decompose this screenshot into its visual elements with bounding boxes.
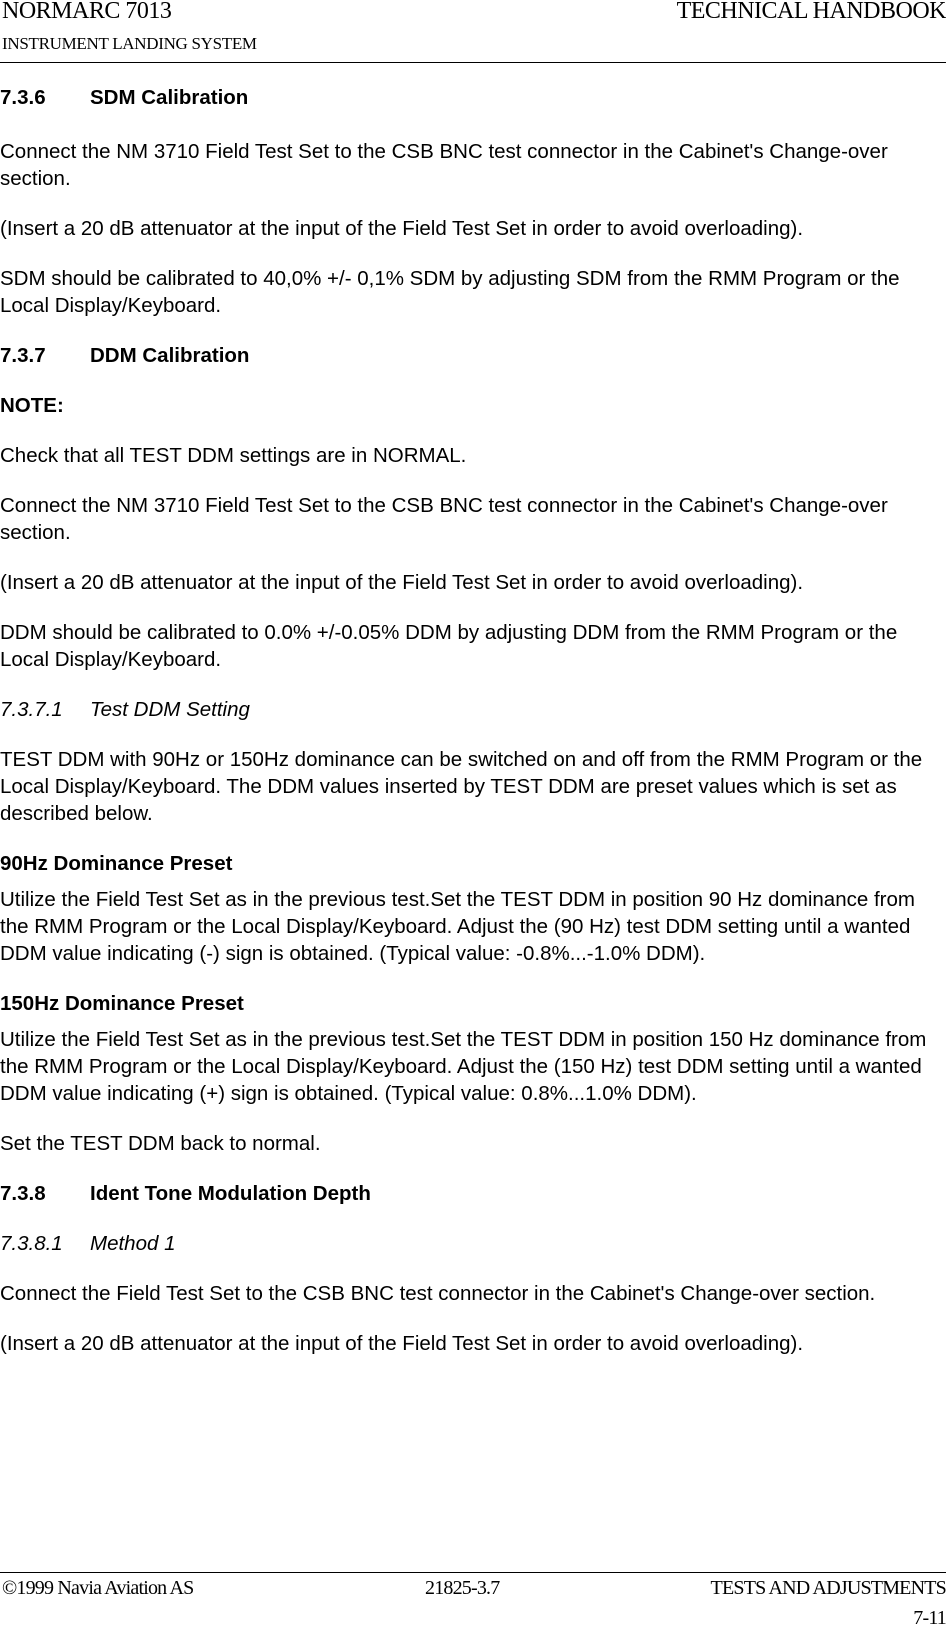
paragraph: Connect the Field Test Set to the CSB BNC test connector in the Cabinet's Change-over section. <box>0 1282 876 1305</box>
footer-chapter: TESTS AND ADJUSTMENTS <box>710 1577 946 1599</box>
paragraph: (Insert a 20 dB attenuator at the input of the Field Test Set in order to avoid overloading). <box>0 1332 804 1355</box>
paragraph: Connect the NM 3710 Field Test Set to the CSB BNC test connector in the Cabinet's Change-over section. <box>0 140 888 190</box>
footer-doc-number: 21825-3.7 <box>425 1577 500 1599</box>
footer-page-number: 7-11 <box>913 1607 946 1629</box>
subsection-number: 7.3.8.1 <box>0 1232 63 1255</box>
section-heading-7-3-8 <box>0 1180 946 1207</box>
subsection-title: Method 1 <box>90 1232 176 1255</box>
document-body <box>0 84 946 1357</box>
section-heading-7-3-7 <box>0 342 946 369</box>
paragraph: Set the TEST DDM back to normal. <box>0 1132 321 1155</box>
section-heading-7-3-6 <box>0 84 946 111</box>
paragraph: (Insert a 20 dB attenuator at the input of the Field Test Set in order to avoid overloading). <box>0 571 804 594</box>
section-title: Ident Tone Modulation Depth <box>90 1182 371 1205</box>
paragraph: Check that all TEST DDM settings are in NORMAL. <box>0 444 467 467</box>
header-book-title: TECHNICAL HANDBOOK <box>676 0 946 24</box>
footer-divider <box>0 1572 946 1573</box>
section-title: SDM Calibration <box>90 86 249 109</box>
subsection-number: 7.3.7.1 <box>0 698 63 721</box>
run-in-heading-150hz: 150Hz Dominance Preset <box>0 992 244 1015</box>
header-system: INSTRUMENT LANDING SYSTEM <box>2 34 257 53</box>
paragraph: Connect the NM 3710 Field Test Set to the CSB BNC test connector in the Cabinet's Change-over section. <box>0 494 888 544</box>
paragraph: DDM should be calibrated to 0.0% +/-0.05% DDM by adjusting DDM from the RMM Program or the Local Display/Keyboard. <box>0 621 898 671</box>
paragraph: SDM should be calibrated to 40,0% +/- 0,1% SDM by adjusting SDM from the RMM Program or the Local Display/Keyboard. <box>0 267 900 317</box>
subsection-heading-7-3-8-1 <box>0 1230 946 1257</box>
paragraph: Utilize the Field Test Set as in the previous test.Set the TEST DDM in position 90 Hz dominance from the RMM Program or the Local Display/Keyboard. Adjust the (90 Hz) test DDM setting until a wanted DDM value indicating (-) sign is obtained. (Typical value: -0.8%...-1.0% DDM). <box>0 888 915 965</box>
footer-copyright: ©1999 Navia Aviation AS <box>2 1577 194 1599</box>
subsection-title: Test DDM Setting <box>90 698 250 721</box>
header-product: NORMARC 7013 <box>2 0 172 24</box>
header-divider <box>0 62 946 63</box>
subsection-heading-7-3-7-1 <box>0 696 946 723</box>
paragraph: Utilize the Field Test Set as in the previous test.Set the TEST DDM in position 150 Hz dominance from the RMM Program or the Local Display/Keyboard. Adjust the (150 Hz) test DDM setting until a wanted DDM value indicating (+) sign is obtained. (Typical value: 0.8%...1.0% DDM). <box>0 1028 927 1105</box>
section-number: 7.3.7 <box>0 344 46 367</box>
note-label: NOTE: <box>0 394 64 417</box>
paragraph: (Insert a 20 dB attenuator at the input of the Field Test Set in order to avoid overloading). <box>0 217 804 240</box>
section-title: DDM Calibration <box>90 344 250 367</box>
section-number: 7.3.6 <box>0 86 46 109</box>
section-number: 7.3.8 <box>0 1182 46 1205</box>
run-in-heading-90hz: 90Hz Dominance Preset <box>0 852 233 875</box>
paragraph: TEST DDM with 90Hz or 150Hz dominance can be switched on and off from the RMM Program or the Local Display/Keyboard. The DDM values inserted by TEST DDM are preset values which is set as described below. <box>0 748 923 825</box>
